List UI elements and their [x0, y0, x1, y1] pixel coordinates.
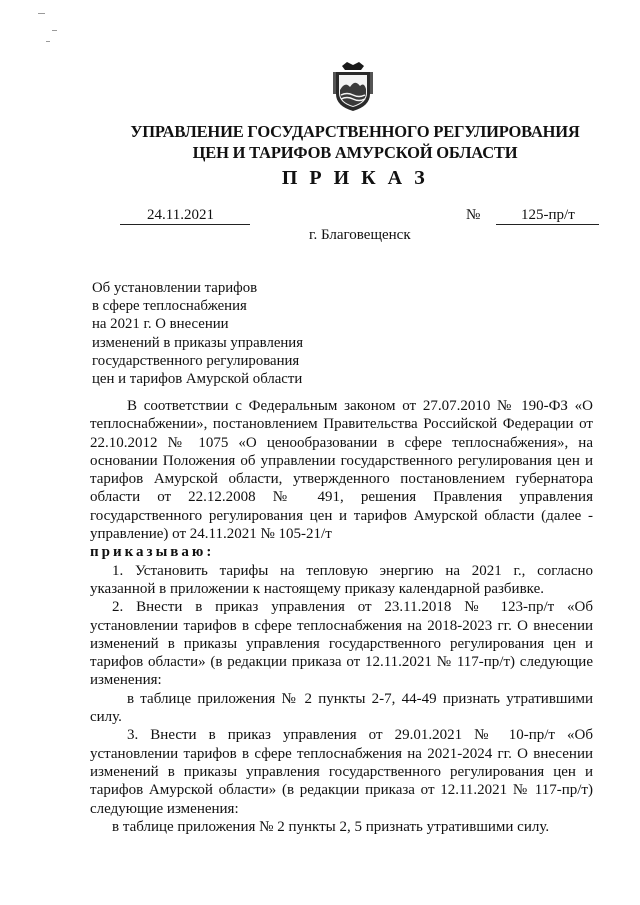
item3-line: следующие изменения:: [90, 800, 239, 817]
document-type-title: П Р И К А З: [281, 167, 429, 189]
subject-line: в сфере теплоснабжения: [92, 298, 247, 315]
item2-line: установлении тарифов в сфере теплоснабжения на 2018-2023 гг. О внесении: [90, 617, 593, 634]
item3-line: тарифов Амурской области» (в редакции приказа от 12.11.2021 № 117-пр/т): [90, 782, 593, 799]
order-number: 125-пр/т: [521, 207, 575, 223]
item3-line: установлении тарифов в сфере теплоснабжения на 2021-2024 гг. О внесении: [90, 745, 593, 762]
subject-line: Об установлении тарифов: [92, 280, 258, 296]
subject-line: на 2021 г. О внесении: [92, 316, 229, 333]
item3-sub-line: в таблице приложения № 2 пункты 2, 5 признать утратившими силу.: [112, 818, 550, 835]
agency-name-line2: ЦЕН И ТАРИФОВ АМУРСКОЙ ОБЛАСТИ: [192, 143, 518, 162]
subject-line: государственного регулирования: [92, 352, 300, 369]
preamble-line: государственного регулирования цен и тарифов Амурской области (далее -: [90, 507, 593, 524]
order-subject: [92, 279, 303, 388]
date-underline: [120, 224, 250, 225]
scan-mark: [46, 41, 50, 42]
item1-line: 1. Установить тарифы на тепловую энергию на 2021 г., согласно: [112, 562, 593, 579]
subject-line: изменений в приказы управления: [92, 334, 304, 351]
scan-mark: [52, 30, 57, 31]
item1-line: указанной в приложении к настоящему приказу календарной разбивке.: [90, 580, 544, 597]
number-sign: №: [466, 207, 481, 223]
preamble-line: теплоснабжении», постановлением Правительства Российской Федерации от: [90, 416, 593, 433]
order-body: [90, 397, 593, 836]
subject-line: цен и тарифов Амурской области: [92, 371, 303, 388]
city-name: г. Благовещенск: [309, 227, 411, 243]
preamble-line: В соответствии с Федеральным законом от 27.07.2010 № 190-ФЗ «О: [127, 398, 593, 414]
item3-line: изменений в приказы управления государственного регулирования цен и: [90, 763, 593, 780]
agency-name-line1: УПРАВЛЕНИЕ ГОСУДАРСТВЕННОГО РЕГУЛИРОВАНИЯ: [130, 122, 580, 141]
item2-sub-line: силу.: [90, 709, 122, 726]
item2-line: изменения:: [90, 672, 162, 689]
order-directive-word: приказываю:: [90, 544, 215, 561]
item2-line: 2. Внести в приказ управления от 23.11.2018 № 123-пр/т «Об: [112, 599, 593, 616]
item2-sub-line: в таблице приложения № 2 пункты 2-7, 44-49 признать утратившими: [127, 690, 593, 707]
coat-of-arms-icon: [331, 60, 375, 112]
item2-line: тарифов области» (в редакции приказа от 12.11.2021 № 117-пр/т) следующие: [90, 654, 593, 671]
item2-line: изменений в приказы управления государственного регулирования цен и: [90, 635, 593, 652]
preamble-line: основании Положения об управлении государственного регулирования цен и: [90, 452, 593, 469]
preamble-line: области от 22.12.2008 № 491, решения Правления управления: [90, 489, 593, 506]
order-date: 24.11.2021: [147, 207, 214, 223]
preamble-line: тарифов Амурской области, утвержденного постановлением губернатора: [90, 471, 593, 488]
scan-mark: [38, 13, 45, 14]
item3-line: 3. Внести в приказ управления от 29.01.2021 № 10-пр/т «Об: [127, 727, 593, 744]
preamble-line: управление) от 24.11.2021 № 105-21/т: [90, 526, 332, 543]
preamble-line: 22.10.2012 № 1075 «О ценообразовании в сфере теплоснабжения», на: [90, 434, 593, 451]
number-underline: [496, 224, 599, 225]
